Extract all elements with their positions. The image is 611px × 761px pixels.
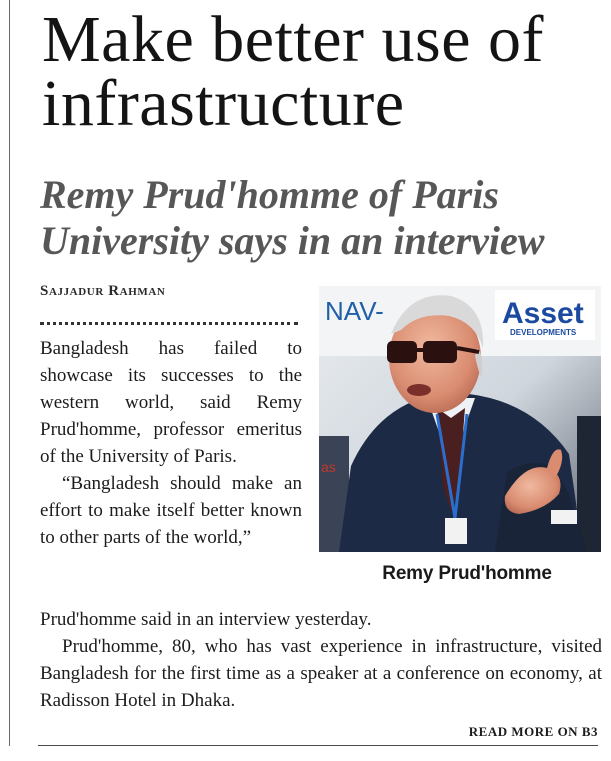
paragraph: Bangladesh has failed to showcase its successes to the western world, said Remy Prud'homme, professor emeritus of the University of Paris. (40, 338, 302, 467)
read-more-link[interactable]: READ MORE ON B3 (468, 724, 598, 739)
article-body-column (40, 335, 302, 551)
column-rule-left (9, 0, 10, 746)
backdrop-edge-text: as (321, 459, 336, 475)
photo-caption: Remy Prud'homme (382, 563, 552, 584)
portrait-photo (319, 286, 601, 552)
asset-logo-subtext: DEVELOPMENTS (510, 328, 577, 337)
article-body-wide (40, 606, 602, 714)
byline-separator (40, 322, 298, 325)
paragraph: Prud'homme, 80, who has vast experience in infrastructure, visited Bangladesh for the first time as a speaker at a conference on economy, at Radisson Hotel in Dhaka. (40, 636, 602, 711)
headline: Make better use of infrastructure (42, 3, 544, 140)
backdrop-text: NAV- (325, 296, 384, 326)
paragraph: Prud'homme said in an interview yesterday. (40, 609, 372, 630)
bottom-rule (38, 745, 598, 746)
subheadline: Remy Prud'homme of Paris University says in an interview (40, 172, 545, 263)
paragraph: “Bangladesh should make an effort to make itself better known to other parts of the world,” (40, 473, 302, 548)
asset-logo-text: Asset (502, 297, 584, 330)
byline: Sajjadur Rahman (40, 283, 166, 299)
